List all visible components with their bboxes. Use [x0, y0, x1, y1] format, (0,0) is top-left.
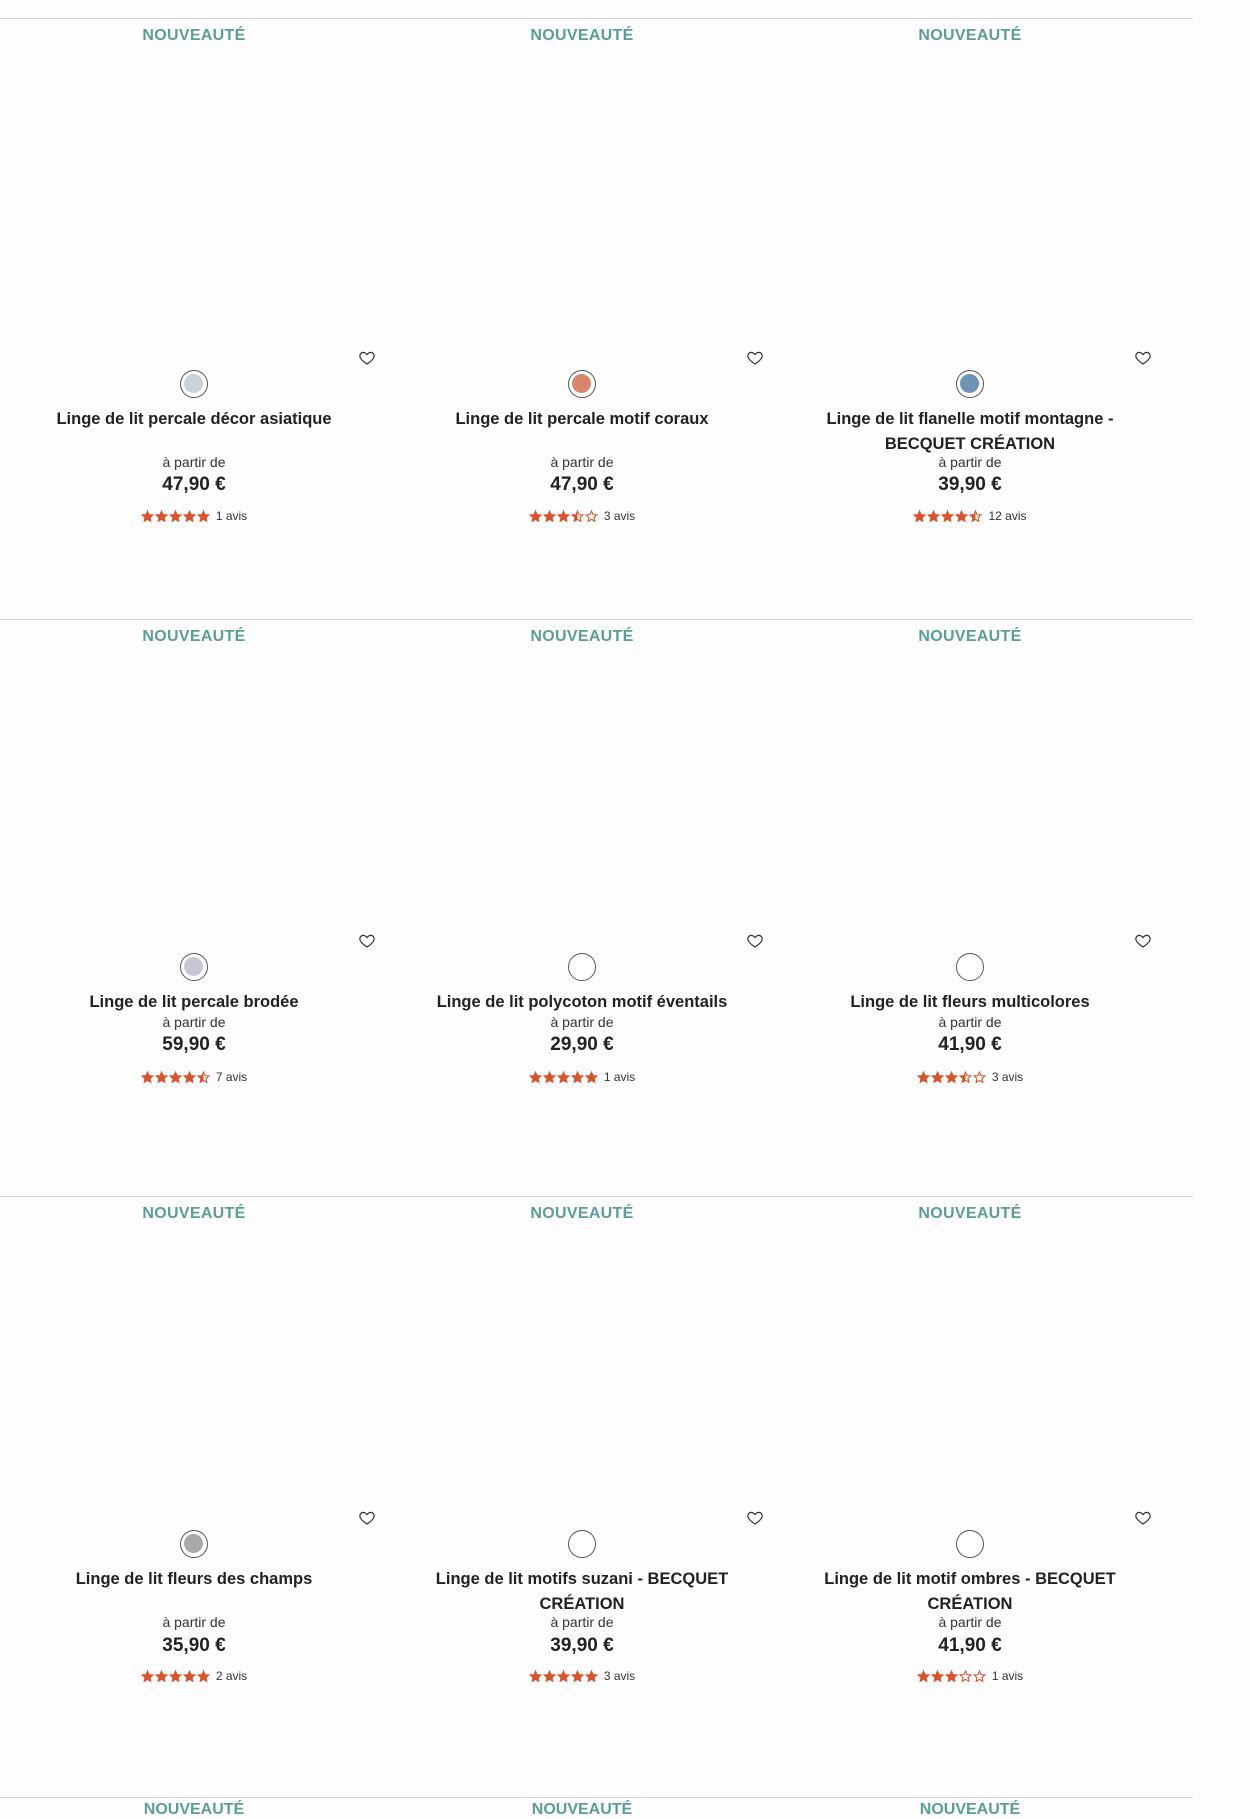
star-full-icon [155, 1670, 168, 1683]
star-full-icon [141, 1670, 154, 1683]
product-title[interactable]: Linge de lit percale motif coraux [455, 410, 709, 428]
star-full-icon [557, 510, 570, 523]
rating-stars [917, 1670, 987, 1683]
wishlist-heart-icon[interactable] [746, 349, 764, 367]
star-full-icon [197, 1670, 210, 1683]
new-badge: NOUVEAUTÉ [530, 27, 634, 44]
star-empty-icon [973, 1670, 986, 1683]
star-full-icon [585, 1071, 598, 1084]
product-rating[interactable] [0, 1669, 388, 1683]
swatch-pattern [960, 957, 979, 976]
swatch-pattern [960, 374, 979, 393]
star-full-icon [141, 510, 154, 523]
product-price: 59,90 € [162, 1034, 226, 1055]
product-rating[interactable] [776, 509, 1164, 523]
star-full-icon [955, 510, 968, 523]
star-full-icon [155, 510, 168, 523]
product-card[interactable] [776, 620, 1164, 1196]
price-prefix: à partir de [938, 1014, 1002, 1030]
product-title[interactable]: Linge de lit fleurs multicolores [850, 993, 1090, 1011]
product-card[interactable] [388, 1197, 776, 1798]
new-badge: NOUVEAUTÉ [918, 1205, 1022, 1222]
price-prefix: à partir de [550, 1014, 614, 1030]
swatch-pattern [184, 1534, 203, 1553]
product-card[interactable] [388, 19, 776, 619]
star-full-icon [197, 510, 210, 523]
star-full-icon [543, 1071, 556, 1084]
review-count: 3 avis [991, 1070, 1024, 1084]
star-half-icon [969, 510, 982, 523]
price-prefix: à partir de [938, 1614, 1002, 1630]
new-badge: NOUVEAUTÉ [531, 1801, 633, 1818]
star-full-icon [183, 1670, 196, 1683]
rating-stars [141, 510, 211, 523]
star-full-icon [543, 1670, 556, 1683]
product-price: 47,90 € [550, 474, 614, 495]
review-count: 3 avis [603, 509, 636, 523]
product-price: 39,90 € [550, 1635, 614, 1656]
new-badge: NOUVEAUTÉ [918, 628, 1022, 645]
color-swatch[interactable] [568, 1530, 596, 1558]
star-half-icon [571, 510, 584, 523]
swatch-pattern [572, 1534, 591, 1553]
star-full-icon [557, 1670, 570, 1683]
product-rating[interactable] [776, 1070, 1164, 1084]
product-card[interactable] [776, 19, 1164, 619]
star-empty-icon [973, 1071, 986, 1084]
product-price: 41,90 € [938, 1635, 1002, 1656]
color-swatch[interactable] [568, 370, 596, 398]
star-full-icon [183, 1071, 196, 1084]
star-full-icon [585, 1670, 598, 1683]
rating-stars [917, 1071, 987, 1084]
star-full-icon [571, 1670, 584, 1683]
product-price: 29,90 € [550, 1034, 614, 1055]
star-full-icon [529, 1071, 542, 1084]
product-rating[interactable] [388, 509, 776, 523]
product-price: 39,90 € [938, 474, 1002, 495]
rating-stars [529, 510, 599, 523]
product-title[interactable]: Linge de lit percale brodée [89, 993, 299, 1011]
rating-stars [141, 1670, 211, 1683]
price-prefix: à partir de [162, 454, 226, 470]
star-full-icon [945, 1071, 958, 1084]
product-card[interactable] [0, 1197, 388, 1798]
product-row [0, 18, 1193, 619]
star-full-icon [941, 510, 954, 523]
new-badge: NOUVEAUTÉ [919, 1801, 1021, 1818]
rating-stars [529, 1670, 599, 1683]
new-badge: NOUVEAUTÉ [142, 628, 246, 645]
product-row [0, 619, 1193, 1196]
price-prefix: à partir de [550, 454, 614, 470]
color-swatch[interactable] [180, 953, 208, 981]
star-half-icon [197, 1071, 210, 1084]
rating-stars [141, 1071, 211, 1084]
review-count: 3 avis [603, 1669, 636, 1683]
star-full-icon [529, 510, 542, 523]
color-swatch[interactable] [956, 953, 984, 981]
review-count: 1 avis [215, 509, 248, 523]
review-count: 1 avis [603, 1070, 636, 1084]
star-full-icon [945, 1670, 958, 1683]
star-full-icon [155, 1071, 168, 1084]
wishlist-heart-icon[interactable] [358, 1509, 376, 1527]
color-swatch[interactable] [956, 370, 984, 398]
product-title[interactable]: Linge de lit motif ombres - BECQUET CRÉATION [824, 1570, 1116, 1613]
price-prefix: à partir de [938, 454, 1002, 470]
review-count: 1 avis [991, 1669, 1024, 1683]
new-badge: NOUVEAUTÉ [530, 628, 634, 645]
star-full-icon [169, 1670, 182, 1683]
star-full-icon [931, 1071, 944, 1084]
wishlist-heart-icon[interactable] [358, 932, 376, 950]
star-half-icon [959, 1071, 972, 1084]
product-card[interactable] [776, 1197, 1164, 1798]
wishlist-heart-icon[interactable] [746, 1509, 764, 1527]
color-swatch[interactable] [568, 953, 596, 981]
product-card[interactable] [388, 620, 776, 1196]
star-full-icon [529, 1670, 542, 1683]
wishlist-heart-icon[interactable] [1134, 349, 1152, 367]
product-card[interactable] [0, 19, 388, 619]
color-swatch[interactable] [180, 1530, 208, 1558]
review-count: 12 avis [988, 509, 1027, 523]
star-full-icon [169, 1071, 182, 1084]
product-price: 47,90 € [162, 474, 226, 495]
star-full-icon [931, 1670, 944, 1683]
product-title[interactable]: Linge de lit polycoton motif éventails [436, 993, 728, 1011]
product-rating[interactable] [0, 509, 388, 523]
product-price: 35,90 € [162, 1635, 226, 1656]
wishlist-heart-icon[interactable] [746, 932, 764, 950]
product-title[interactable]: Linge de lit flanelle motif montagne - BECQUET CRÉATION [826, 410, 1114, 453]
color-swatch[interactable] [956, 1530, 984, 1558]
star-full-icon [557, 1071, 570, 1084]
star-full-icon [927, 510, 940, 523]
swatch-pattern [572, 957, 591, 976]
product-rating[interactable] [388, 1669, 776, 1683]
new-badge: NOUVEAUTÉ [143, 1801, 245, 1818]
new-badge: NOUVEAUTÉ [530, 1205, 634, 1222]
wishlist-heart-icon[interactable] [358, 349, 376, 367]
product-card[interactable] [0, 620, 388, 1196]
star-empty-icon [585, 510, 598, 523]
price-prefix: à partir de [162, 1614, 226, 1630]
star-full-icon [543, 510, 556, 523]
swatch-pattern [184, 957, 203, 976]
product-title[interactable]: Linge de lit fleurs des champs [75, 1570, 313, 1588]
new-badge: NOUVEAUTÉ [918, 27, 1022, 44]
product-price: 41,90 € [938, 1034, 1002, 1055]
swatch-pattern [184, 374, 203, 393]
color-swatch[interactable] [180, 370, 208, 398]
product-rating[interactable] [776, 1669, 1164, 1683]
swatch-pattern [960, 1534, 979, 1553]
price-prefix: à partir de [162, 1014, 226, 1030]
wishlist-heart-icon[interactable] [1134, 1509, 1152, 1527]
star-full-icon [917, 1670, 930, 1683]
review-count: 2 avis [215, 1669, 248, 1683]
star-full-icon [917, 1071, 930, 1084]
rating-stars [913, 510, 983, 523]
star-full-icon [183, 510, 196, 523]
product-rating[interactable] [0, 1070, 388, 1084]
product-title[interactable]: Linge de lit percale décor asiatique [56, 410, 332, 428]
star-empty-icon [959, 1670, 972, 1683]
product-rating[interactable] [388, 1070, 776, 1084]
product-row [0, 1196, 1193, 1798]
wishlist-heart-icon[interactable] [1134, 932, 1152, 950]
swatch-pattern [572, 374, 591, 393]
new-badge: NOUVEAUTÉ [142, 27, 246, 44]
star-full-icon [571, 1071, 584, 1084]
rating-stars [529, 1071, 599, 1084]
new-badge: NOUVEAUTÉ [142, 1205, 246, 1222]
product-title[interactable]: Linge de lit motifs suzani - BECQUET CRÉATION [435, 1570, 729, 1613]
star-full-icon [141, 1071, 154, 1084]
star-full-icon [169, 510, 182, 523]
star-full-icon [913, 510, 926, 523]
review-count: 7 avis [215, 1070, 248, 1084]
price-prefix: à partir de [550, 1614, 614, 1630]
